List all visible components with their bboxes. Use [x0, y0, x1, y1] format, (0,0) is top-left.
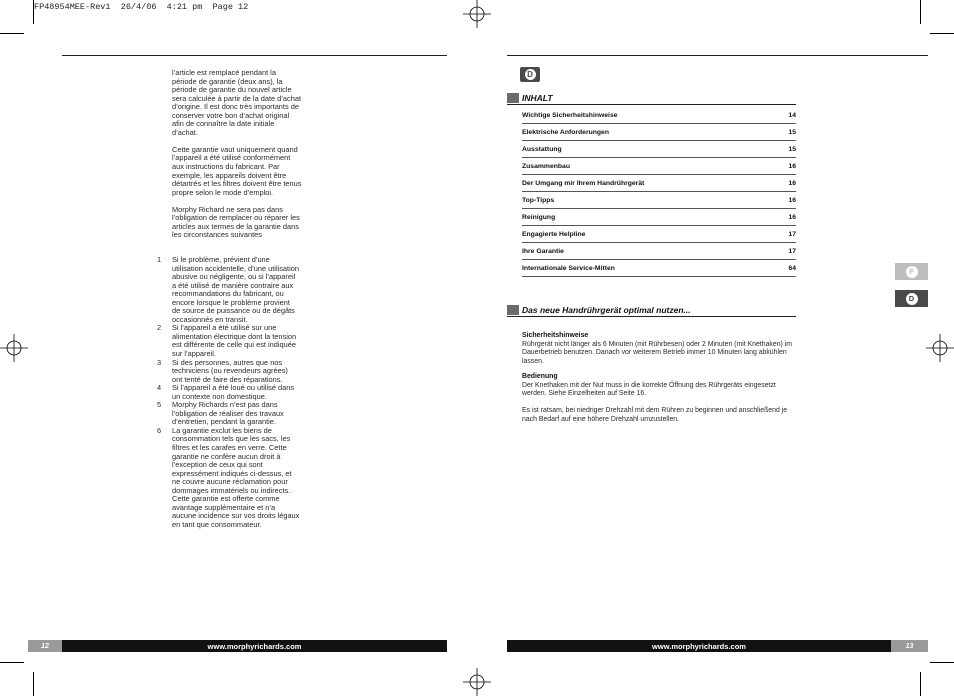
safety-heading: Sicherheitshinweise: [522, 332, 589, 339]
toc-page: 16: [788, 162, 796, 170]
paragraph: l’article est remplacé pendant la période de garantie (deux ans), la période de garantie du nouvel article sera calculée à partir de la date d’achat d’origine. Il est donc très importants de conserver votre bon d’achat original afin de connaître la date initiale d’achat.: [172, 68, 302, 137]
crop-mark: [33, 672, 34, 696]
list-item: [157, 427, 307, 530]
item-text: Morphy Richards n’est pas dans l’obligation de réaliser des travaux d’entretien, pendant la garantie.: [172, 400, 284, 427]
item-text: Si le problème, prévient d’une utilisation accidentelle, d’une utilisation abusive ou négligente, ou si l’appareil a été utilisé de manière contraire aux recommandations du fabricant, ou encore lorsque le problème provient de source de puissance ou de dégâts occasionnés en transit.: [172, 255, 299, 324]
list-item: [157, 324, 307, 358]
list-item: [157, 384, 307, 401]
tab-label: D: [906, 293, 918, 305]
tip-block: [522, 407, 797, 424]
toc-page: 64: [788, 264, 796, 272]
toc-heading: [507, 93, 553, 103]
registration-mark-icon: [463, 668, 491, 696]
toc-row[interactable]: [522, 175, 796, 192]
toc-page: 16: [788, 179, 796, 187]
toc-rule: [507, 104, 796, 105]
tab-language-f[interactable]: [895, 263, 928, 280]
toc-label: Der Umgang mir Ihrem Handrührgerät: [522, 179, 645, 187]
tab-language-d[interactable]: [895, 290, 928, 307]
item-number: 3: [157, 357, 162, 367]
toc-label: Elektrische Anforderungen: [522, 128, 609, 136]
toc-row[interactable]: [522, 226, 796, 243]
footer-url-link[interactable]: www.morphyrichards.com: [507, 640, 891, 652]
toc-row[interactable]: [522, 141, 796, 158]
list-item: [157, 359, 307, 385]
footer-url-link[interactable]: www.morphyrichards.com: [62, 640, 447, 652]
crop-mark: [33, 0, 34, 24]
language-badge-label: D: [525, 69, 536, 80]
exclusions-list: [157, 256, 307, 530]
toc-page: 15: [788, 145, 796, 153]
toc-label: Top-Tipps: [522, 196, 555, 204]
toc-page: 14: [788, 111, 796, 119]
toc-label: Zusammenbau: [522, 162, 570, 170]
item-number: 4: [157, 383, 162, 393]
toc-row[interactable]: [522, 209, 796, 226]
list-item: [157, 401, 307, 427]
crop-mark: [0, 662, 24, 663]
heading-marker-icon: [507, 93, 519, 103]
crop-mark: [930, 662, 954, 663]
paragraph: Morphy Richard ne sera pas dans l’obligation de remplacer ou réparer les articles aux termes de la garantie dans les circonstances suivantes: [172, 204, 300, 240]
heading-marker-icon: [507, 305, 519, 315]
item-text: La garantie exclut les biens de consommation tels que les sacs, les filtres et les carafes en verre. Cette garantie ne confère aucun droit à l’exception de ceux qui sont expressément indiqués ci-dessus, et ne couvre aucune réclamation pour dommages immatériels ou indirects. Cette garantie est offerte comme avantage supplémentaire et n’a aucune incidence sur vos droits légaux en tant que consommateur.: [172, 425, 300, 529]
usage-heading: Bedienung: [522, 373, 558, 380]
item-text: Si l’appareil a été utilisé sur une alimentation électrique dont la tension est différente de celle qui est indiquée sur l’appareil.: [172, 323, 297, 359]
page-number: 13: [891, 640, 928, 652]
usage-text: Der Knethaken mit der Nut muss in die korrekte Öffnung des Rührgeräts eingesetzt werden. Siehe Einzelheiten auf Seite 16.: [522, 381, 776, 398]
tip-text: Es ist ratsam, bei niedriger Drehzahl mit dem Rühren zu beginnen und anschließend je nach Bedarf auf eine höhere Drehzahl umzustellen.: [522, 407, 788, 423]
print-slug: FP48954MEE-Rev1 26/4/06 4:21 pm Page 12: [34, 2, 249, 12]
toc-label: Wichtige Sicherheitshinweise: [522, 111, 618, 119]
section-title: Das neue Handrührgerät optimal nutzen...: [522, 305, 691, 315]
toc-row[interactable]: [522, 243, 796, 260]
table-of-contents: [522, 107, 796, 277]
toc-row[interactable]: [522, 107, 796, 124]
item-text: Si l’appareil a été loué ou utilisé dans un contexte non domestique.: [172, 383, 295, 401]
toc-row[interactable]: [522, 124, 796, 141]
item-number: 5: [157, 400, 162, 410]
section-rule: [507, 316, 796, 317]
toc-label: Ihre Garantie: [522, 247, 564, 255]
registration-mark-icon: [463, 0, 491, 28]
section-heading: [507, 305, 691, 315]
toc-label: Ausstattung: [522, 145, 562, 153]
tab-label: F: [906, 266, 918, 278]
paragraph: Cette garantie vaut uniquement quand l’appareil a été utilisé conformément aux instructions du fabricant. Par exemple, les appareils doivent être détartrés et les filtres doivent être tenus propre selon le mode d’emploi.: [172, 144, 302, 197]
toc-page: 15: [788, 128, 796, 136]
crop-mark: [920, 0, 921, 24]
toc-label: Reinigung: [522, 213, 556, 221]
toc-title: INHALT: [522, 93, 553, 103]
item-number: 2: [157, 323, 162, 333]
item-number: 1: [157, 255, 162, 264]
toc-label: Internationale Service-Mitten: [522, 264, 615, 272]
toc-page: 16: [788, 213, 796, 221]
crop-mark: [0, 33, 24, 34]
usage-block: [522, 373, 797, 399]
top-rule: [507, 55, 928, 56]
toc-row[interactable]: [522, 260, 796, 277]
toc-page: 16: [788, 196, 796, 204]
registration-mark-icon: [0, 334, 28, 362]
warranty-text-fr: [172, 69, 302, 248]
item-number: 6: [157, 425, 162, 435]
registration-mark-icon: [926, 334, 954, 362]
language-badge: [520, 67, 540, 82]
page-number: 12: [28, 640, 62, 652]
toc-label: Engagierte Helpline: [522, 230, 586, 238]
item-text: Si des personnes, autres que nos techniciens (ou revendeurs agrées) ont tenté de faire des réparations.: [172, 357, 288, 384]
crop-mark: [920, 672, 921, 696]
safety-block: [522, 332, 797, 366]
safety-text: Rührgerät nicht länger als 6 Minuten (mit Rührbesen) oder 2 Minuten (mit Knethaken) im Dauerbetrieb benutzen. Danach vor weiterem Betrieb immer 10 Minuten lang abkühlen lassen.: [522, 340, 793, 365]
toc-row[interactable]: [522, 192, 796, 209]
toc-page: 17: [788, 230, 796, 238]
toc-row[interactable]: [522, 158, 796, 175]
crop-mark: [930, 33, 954, 34]
list-item: [157, 256, 307, 324]
toc-page: 17: [788, 247, 796, 255]
top-rule: [62, 55, 447, 56]
